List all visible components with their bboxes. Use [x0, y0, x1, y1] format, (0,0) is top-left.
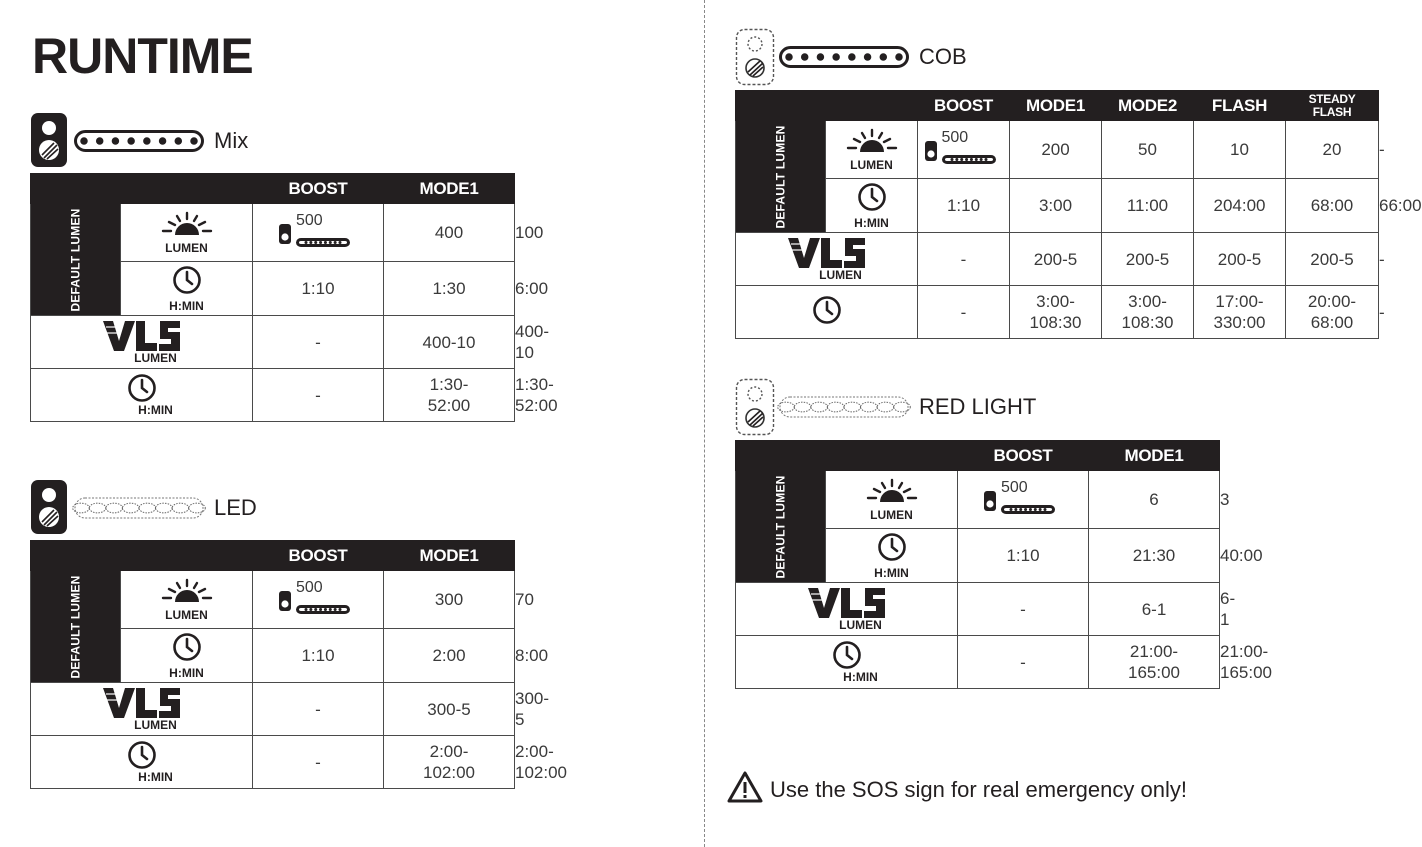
vls-row-header: LUMEN: [31, 683, 253, 736]
table-row: LUMEN - 6-1 6-1: [736, 583, 1220, 636]
vls-row-header: LUMEN: [736, 233, 918, 286]
header-row: BOOST MODE1 MODE2: [31, 541, 515, 571]
vls-row-header: [736, 286, 918, 339]
mode-name: Mix: [214, 128, 249, 153]
table-cell: 204:00: [1194, 179, 1286, 233]
table-cell: 11:00: [1102, 179, 1194, 233]
headlamp-icon: [983, 490, 997, 517]
header-row: BOOST MODE1 MODE2: [736, 441, 1220, 471]
table-cell: 3:00: [1010, 179, 1102, 233]
sun-icon: [862, 489, 922, 508]
column-header: MODE1: [384, 541, 515, 571]
table-cell: 1:10: [958, 529, 1089, 583]
led-strip-icon: [74, 130, 204, 157]
column-header: BOOST: [253, 174, 384, 204]
table-cell: 1:10: [253, 629, 384, 683]
sun-icon: [842, 139, 902, 158]
table-cell: 1:10: [253, 262, 384, 316]
table-cell: 20:00- 68:00: [1286, 286, 1379, 339]
clock-icon: [812, 310, 842, 329]
runtime-row-header: H:MIN: [121, 629, 253, 683]
corner-cell: [736, 91, 918, 121]
mode-name: LED: [214, 495, 257, 520]
table-row: H:MIN 1:10 1:30 6:00: [31, 262, 515, 316]
table-cell: 1:30: [384, 262, 515, 316]
table-cell: 20: [1286, 121, 1379, 179]
table-cell: [253, 204, 384, 262]
table-cell: 10: [1194, 121, 1286, 179]
runtime-table: [30, 173, 574, 422]
table-cell: 21:00- 165:00: [1089, 636, 1220, 689]
headlamp-icon: [30, 112, 68, 173]
table-cell: -: [918, 286, 1010, 339]
boost-lumen-value: 500: [1001, 479, 1028, 496]
headlamp-icon: [735, 28, 775, 91]
table-cell: 300-5: [384, 683, 515, 736]
runtime-row-header: H:MIN: [826, 179, 918, 233]
led-strip-icon: [296, 231, 350, 252]
vls-row-header: LUMEN: [31, 316, 253, 369]
led-strip-icon: [1001, 498, 1055, 519]
table-cell: [918, 121, 1010, 179]
table-cell: -: [253, 683, 384, 736]
lumen-row-header: LUMEN: [826, 121, 918, 179]
column-header: MODE2: [1102, 91, 1194, 121]
headlamp-icon: [735, 378, 775, 441]
table-row: H:MIN 1:10 21:30 40:00: [736, 529, 1220, 583]
corner-cell: [736, 441, 958, 471]
table-cell: 68:00: [1286, 179, 1379, 233]
mix-section: [30, 112, 574, 424]
warning-text: Use the SOS sign for real emergency only!: [770, 777, 1187, 802]
page-title: RUNTIME: [32, 28, 253, 84]
table-cell: 200-5: [1194, 233, 1286, 286]
clock-icon: [172, 280, 202, 299]
table-cell: -: [958, 636, 1089, 689]
column-header: FLASH: [1194, 91, 1286, 121]
table-cell: 21:30: [1089, 529, 1220, 583]
column-header: MODE1: [1089, 441, 1220, 471]
led-strip-icon: [942, 148, 996, 169]
sun-icon: [157, 589, 217, 608]
runtime-table: [30, 540, 574, 789]
table-cell: 6: [1089, 471, 1220, 529]
table-row: DEFAULT LUMEN LUMEN 500 6 3: [736, 471, 1220, 529]
table-cell: -: [918, 233, 1010, 286]
header-row: BOOST MODE1 MODE2: [31, 174, 515, 204]
led-strip-icon: [779, 46, 909, 73]
table-cell: 1:10: [918, 179, 1010, 233]
table-cell: -: [253, 736, 384, 789]
vls-row-header: H:MIN: [736, 636, 958, 689]
table-cell: 200: [1010, 121, 1102, 179]
headlamp-icon: [924, 140, 938, 167]
red-light-section: [735, 378, 1279, 693]
table-row: DEFAULT LUMEN LUMEN 500 200 50 10 20 -: [736, 121, 1379, 179]
led-strip-icon: [296, 598, 350, 619]
led-strip-icon: [779, 396, 909, 423]
table-cell: 1:30- 52:00: [384, 369, 515, 422]
column-header: BOOST: [918, 91, 1010, 121]
clock-icon: [172, 647, 202, 666]
page-divider: [704, 0, 705, 847]
vls-row-header: LUMEN: [736, 583, 958, 636]
boost-indicator: [924, 127, 1004, 167]
table-cell: 2:00- 102:00: [384, 736, 515, 789]
led-section: [30, 479, 574, 791]
runtime-table: [735, 90, 1422, 339]
table-cell: 50: [1102, 121, 1194, 179]
default-lumen-label: DEFAULT LUMEN: [736, 121, 826, 233]
table-row: DEFAULT LUMEN LUMEN 500 300 70: [31, 571, 515, 629]
runtime-row-header: H:MIN: [826, 529, 958, 583]
clock-icon: [877, 547, 907, 566]
table-row: H:MIN 1:10 3:00 11:00 204:00 68:00 66:00: [736, 179, 1379, 233]
table-cell: [253, 571, 384, 629]
table-cell: 3:00- 108:30: [1102, 286, 1194, 339]
warning-triangle-icon: [726, 770, 764, 810]
table-row: H:MIN - 1:30- 52:00 1:30- 52:00: [31, 369, 515, 422]
lumen-row-header: LUMEN: [121, 204, 253, 262]
table-row: LUMEN - 400-10 400-10: [31, 316, 515, 369]
headlamp-icon: [278, 590, 292, 617]
vls-row-header: H:MIN: [31, 369, 253, 422]
mode-name: COB: [919, 44, 967, 69]
table-cell: 200-5: [1102, 233, 1194, 286]
boost-lumen-value: 500: [296, 579, 323, 596]
column-header: BOOST: [958, 441, 1089, 471]
sun-icon: [157, 222, 217, 241]
table-cell: 200-5: [1010, 233, 1102, 286]
table-cell: -: [253, 369, 384, 422]
mode-name: RED LIGHT: [919, 394, 1037, 419]
boost-lumen-value: 500: [296, 212, 323, 229]
runtime-row-header: H:MIN: [121, 262, 253, 316]
warning-note: [726, 770, 1187, 810]
table-cell: 2:00: [384, 629, 515, 683]
table-cell: -: [958, 583, 1089, 636]
default-lumen-label: DEFAULT LUMEN: [31, 571, 121, 683]
clock-icon: [857, 197, 887, 216]
led-strip-icon: [74, 497, 204, 524]
default-lumen-label: DEFAULT LUMEN: [31, 204, 121, 316]
headlamp-icon: [30, 479, 68, 540]
table-cell: 300: [384, 571, 515, 629]
runtime-table: [735, 440, 1279, 689]
default-lumen-label: DEFAULT LUMEN: [736, 471, 826, 583]
boost-indicator: [278, 577, 358, 617]
column-header: MODE1: [1010, 91, 1102, 121]
boost-indicator: [983, 477, 1063, 517]
corner-cell: [31, 541, 253, 571]
lumen-row-header: LUMEN: [121, 571, 253, 629]
table-row: LUMEN - 300-5 300-5: [31, 683, 515, 736]
boost-lumen-value: 500: [941, 129, 969, 146]
column-header: MODE1: [384, 174, 515, 204]
vls-row-header: H:MIN: [31, 736, 253, 789]
cob-section: [735, 28, 1422, 343]
table-cell: 200-5: [1286, 233, 1379, 286]
table-cell: 3:00- 108:30: [1010, 286, 1102, 339]
column-header: STEADY FLASH: [1286, 91, 1379, 121]
table-cell: 400: [384, 204, 515, 262]
headlamp-icon: [278, 223, 292, 250]
lumen-row-header: LUMEN: [826, 471, 958, 529]
boost-indicator: [278, 210, 358, 250]
table-row: H:MIN 1:10 2:00 8:00: [31, 629, 515, 683]
table-cell: 6-1: [1089, 583, 1220, 636]
table-row: H:MIN - 2:00- 102:00 2:00- 102:00: [31, 736, 515, 789]
table-row: DEFAULT LUMEN LUMEN 500 400 100: [31, 204, 515, 262]
table-row: - 3:00- 108:30 3:00- 108:30 17:00- 330:00 20:00- 68:00 -: [736, 286, 1379, 339]
corner-cell: [31, 174, 253, 204]
table-cell: 17:00- 330:00: [1194, 286, 1286, 339]
table-cell: [958, 471, 1089, 529]
table-cell: -: [253, 316, 384, 369]
header-row: BOOST MODE1 MODE2 FLASH STEADY FLASH SOS: [736, 91, 1379, 121]
table-row: H:MIN - 21:00- 165:00 21:00- 165:00: [736, 636, 1220, 689]
table-cell: 400-10: [384, 316, 515, 369]
table-row: LUMEN - 200-5 200-5 200-5 200-5 -: [736, 233, 1379, 286]
column-header: BOOST: [253, 541, 384, 571]
